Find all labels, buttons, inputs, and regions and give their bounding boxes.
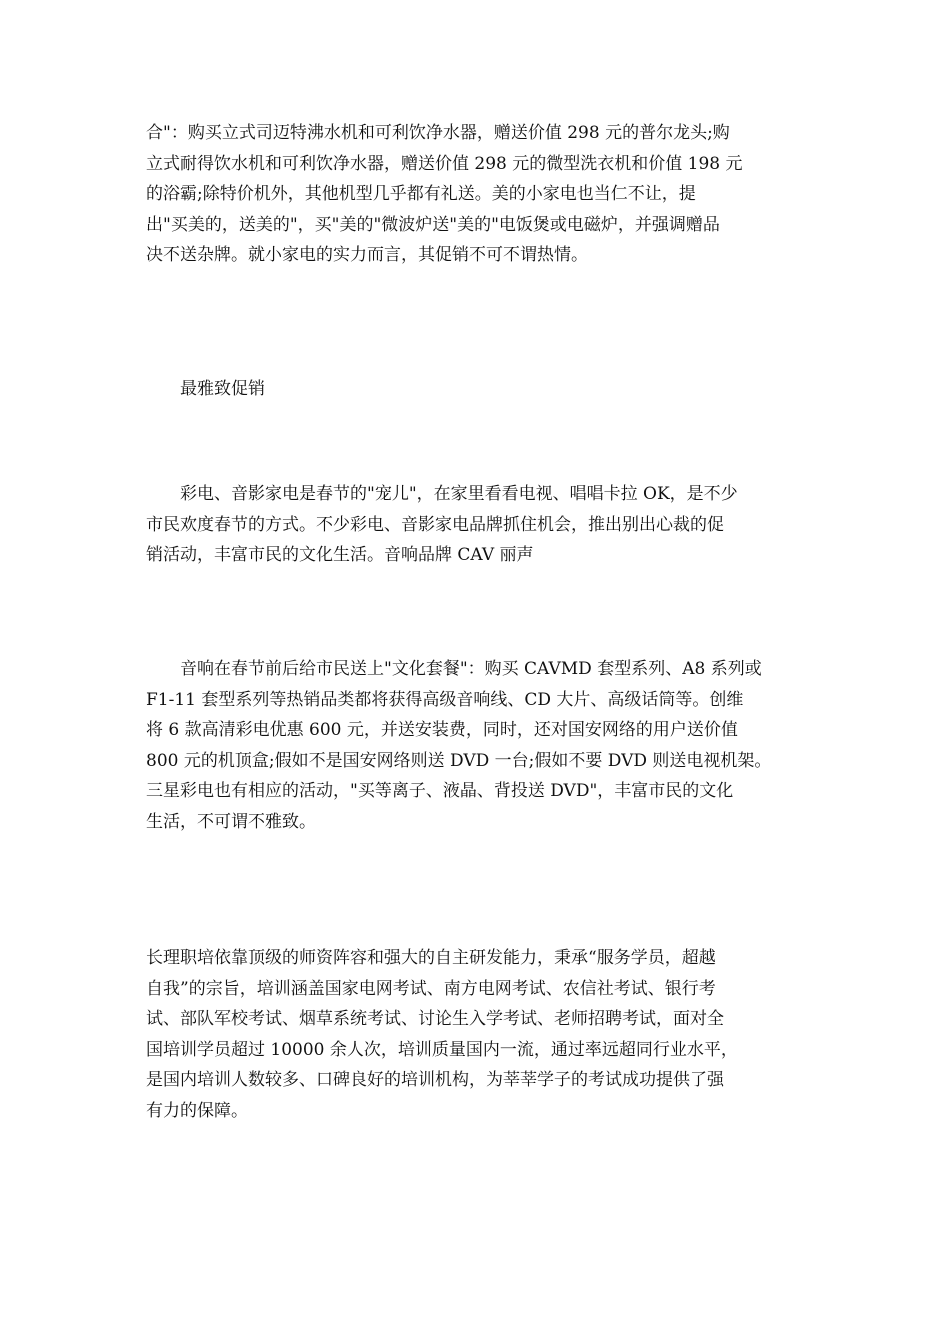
- text-line: F1-11 套型系列等热销品类都将获得高级音响线、CD 大片、高级话筒等。创维: [146, 689, 744, 710]
- text-line: 800 元的机顶盒;假如不是国安网络则送 DVD 一台;假如不要 DVD 则送电视机架。: [146, 750, 772, 771]
- section-heading: [146, 374, 806, 405]
- text-line: 决不送杂牌。就小家电的实力而言，其促销不可不谓热情。: [146, 245, 588, 265]
- text-line: 试、部队军校考试、烟草系统考试、讨论生入学考试、老师招聘考试，面对全: [146, 1009, 724, 1029]
- text-line: 市民欢度春节的方式。不少彩电、音影家电品牌抓住机会，推出别出心裁的促: [146, 514, 724, 535]
- text-line: 将 6 款高清彩电优惠 600 元，并送安装费，同时，还对国安网络的用户送价值: [146, 720, 738, 740]
- text-line: 音响在春节前后给市民送上"文化套餐"：购买 CAVMD 套型系列、A8 系列或: [146, 659, 762, 679]
- paragraph-culture-package: [146, 654, 806, 837]
- text-line: 有力的保障。: [146, 1100, 248, 1121]
- text-line: 国培训学员超过 10000 余人次，培训质量国内一流，通过率远超同行业水平，: [146, 1039, 738, 1060]
- text-line: 销活动，丰富市民的文化生活。音响品牌 CAV 丽声: [146, 545, 534, 565]
- text-line: 长理职培依靠顶级的师资阵容和强大的自主研发能力，秉承“服务学员，超越: [146, 948, 716, 968]
- text-line: 立式耐得饮水机和可利饮净水器，赠送价值 298 元的微型洗衣机和价值 198 元: [146, 153, 743, 174]
- text-line: 的浴霸;除特价机外，其他机型几乎都有礼送。美的小家电也当仁不让，提: [146, 184, 696, 204]
- paragraph-gift-promotions: [146, 118, 806, 271]
- heading-text: 最雅致促销: [146, 379, 265, 399]
- text-line: 生活，不可谓不雅致。: [146, 811, 316, 832]
- text-line: 彩电、音影家电是春节的"宠儿"，在家里看看电视、唱唱卡拉 OK，是不少: [146, 484, 738, 504]
- text-line: 出"买美的，送美的"，买"美的"微波炉送"美的"电饭煲或电磁炉，并强调赠品: [146, 214, 720, 235]
- text-line: 是国内培训人数较多、口碑良好的培训机构，为莘莘学子的考试成功提供了强: [146, 1070, 724, 1090]
- text-line: 合"：购买立式司迈特沸水机和可利饮净水器，赠送价值 298 元的普尔龙头;购: [146, 123, 730, 143]
- paragraph-training-ad: [146, 943, 806, 1126]
- text-line: 自我”的宗旨，培训涵盖国家电网考试、南方电网考试、农信社考试、银行考: [146, 978, 716, 999]
- paragraph-tv-audio: [146, 479, 806, 571]
- text-line: 三星彩电也有相应的活动，"买等离子、液晶、背投送 DVD"，丰富市民的文化: [146, 781, 734, 801]
